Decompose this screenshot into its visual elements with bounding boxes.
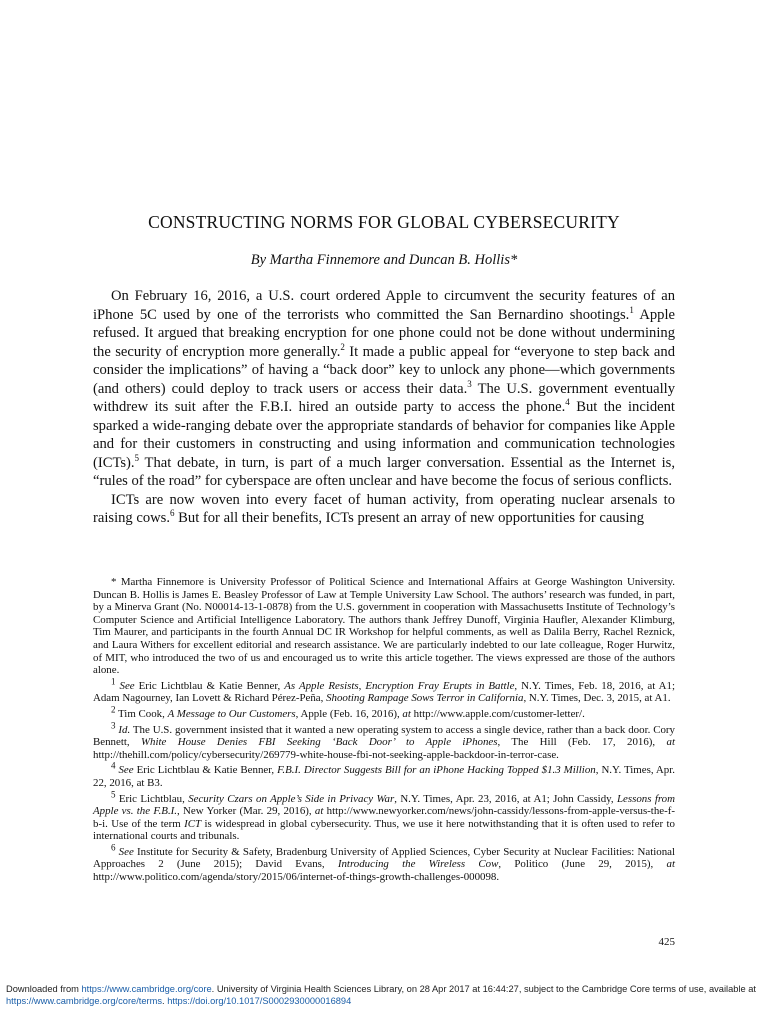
- page-number: 425: [658, 936, 675, 948]
- footnote-2: $^2$ Tim Cook, A Message to Our Customers, Apple (Feb. 16, 2016), at http://www.apple.com/customer-letter/.: [111, 704, 585, 720]
- footnote-5: $^5$ Eric Lichtblau, Security Czars on Apple’s Side in Privacy War, N.Y. Times, Apr. 23, 2016, at A1; John Cassidy, Lessons from Apple vs. the F.B.I., New Yorker (Mar. 29, 2016), at http://www.newyorker.com/news/john-cassidy/lessons-from-apple-versus-the-f-b-i. Use of the term ICT is widespread in global cybersecurity. Thus, we use it here notwithstanding that it is often used to refer to international courts and tribunals.: [93, 788, 675, 843]
- article-title: CONSTRUCTING NORMS FOR GLOBAL CYBERSECURITY: [148, 212, 620, 232]
- cambridge-core-link[interactable]: https://www.cambridge.org/core: [81, 984, 212, 994]
- cambridge-terms-link[interactable]: https://www.cambridge.org/core/terms: [6, 995, 163, 1006]
- footnote-ref-6[interactable]: 6: [170, 508, 175, 519]
- doi-link[interactable]: https://doi.org/10.1017/S0002930000016894: [167, 995, 352, 1006]
- body-paragraph-2: ICTs are now woven into every facet of human activity, from operating nuclear arsenals to raising cows.$^6$ But for all their benefits, ICTs present an array of new opportunities for causing: [93, 491, 675, 526]
- footnote-ref-4[interactable]: 4: [565, 397, 570, 408]
- footnote-ref-1[interactable]: 1: [629, 304, 634, 315]
- footnote-ref-5[interactable]: 5: [134, 452, 140, 463]
- article-body: [93, 287, 675, 528]
- footnote-ref-3[interactable]: 3: [467, 378, 472, 389]
- footnote-4: $^4$ See Eric Lichtblau & Katie Benner, F.B.I. Director Suggests Bill for an iPhone Hacking Topped $1.3 Million, N.Y. Times, Apr. 22, 2016, at B3.: [93, 760, 675, 789]
- footnote-ref-2[interactable]: 2: [340, 341, 345, 352]
- download-notice: Downloaded from https://www.cambridge.org/core. University of Virginia Health Sciences Library, on 28 Apr 2017 at 16:44:27, subject to the Cambridge Core terms of use, available at https://www.cambridge.org/core/terms. https://doi.org/10.1017/S0002930000016894: [6, 984, 757, 1006]
- footnotes: [93, 576, 675, 887]
- author-byline: By Martha Finnemore and Duncan B. Hollis*: [250, 252, 518, 268]
- footnote-author: * Martha Finnemore is University Professor of Political Science and International Affairs at George Washington University. Duncan B. Hollis is James E. Beasley Professor of Law at Temple University Law School. The authors’ research was funded, in part, by a Minerva Grant (No. N00014-13-1-0878) from the U.S. government in cooperation with Massachusetts Institute of Technology’s Computer Science and Artificial Intelligence Laboratory. The authors thank Jeffrey Dunoff, Virginia Haufler, Alexander Klimburg, Tim Maurer, and participants in the fourth Annual DC IR Workshop for helpful comments, as well as Dalila Berry, Rachel Reznick, and Laura Withers for excellent editorial and research assistance. We are particularly indebted to our late colleague, Roger Hurwitz, of MIT, who introduced the two of us and encouraged us to write this article together. The views expressed are those of the authors alone.: [93, 576, 675, 677]
- footnote-1: $^1$ See Eric Lichtblau & Katie Benner, As Apple Resists, Encryption Fray Erupts in Battle, N.Y. Times, Feb. 18, 2016, at A1; Adam Nagourney, Ian Lovett & Richard Pérez-Peña, Shooting Rampage Sows Terror in California, N.Y. Times, Dec. 3, 2015, at A1.: [93, 676, 676, 705]
- footnote-6: $^6$ See Institute for Security & Safety, Bradenburg University of Applied Sciences, Cyber Security at Nuclear Facilities: National Approaches 2 (June 2015); David Evans, Introducing the Wireless Cow, Politico (June 29, 2015), at http://www.politico.com/agenda/story/2015/06/internet-of-things-growth-challenges-000098.: [93, 842, 676, 884]
- body-paragraph-1: On February 16, 2016, a U.S. court ordered Apple to circumvent the security features of an iPhone 5C used by one of the terrorists who committed the San Bernardino shootings.$^1$ Apple refused. It argued that breaking encryption for one phone could not be done without undermining the security of encryption more generally.$^2$ It made a public appeal for “everyone to step back and consider the implications” of having a “back door” key to unlock any phone—which governments (and others) could deploy to track users or access their data.$^3$ The U.S. government eventually withdrew its suit after the F.B.I. hired an outside party to access the phone.$^4$ But the incident sparked a wide-ranging debate over the appropriate standards of behavior for companies like Apple and for their customers in constructing and using information and communication technologies (ICTs).$^5$ That debate, in turn, is part of a much larger conversation. Essential as the Internet is, “rules of the road” for cyberspace are often unclear and have become the focus of serious conflicts.: [93, 288, 675, 489]
- footnote-3: $^3$ Id. The U.S. government insisted that it wanted a new operating system to access a single device, rather than a back door. Cory Bennett, White House Denies FBI Seeking ‘Back Door’ to Apple iPhones, The Hill (Feb. 17, 2016), at http://thehill.com/policy/cybersecurity/269779-white-house-fbi-not-seeking-apple-backdoor-in-terror-case.: [93, 719, 675, 761]
